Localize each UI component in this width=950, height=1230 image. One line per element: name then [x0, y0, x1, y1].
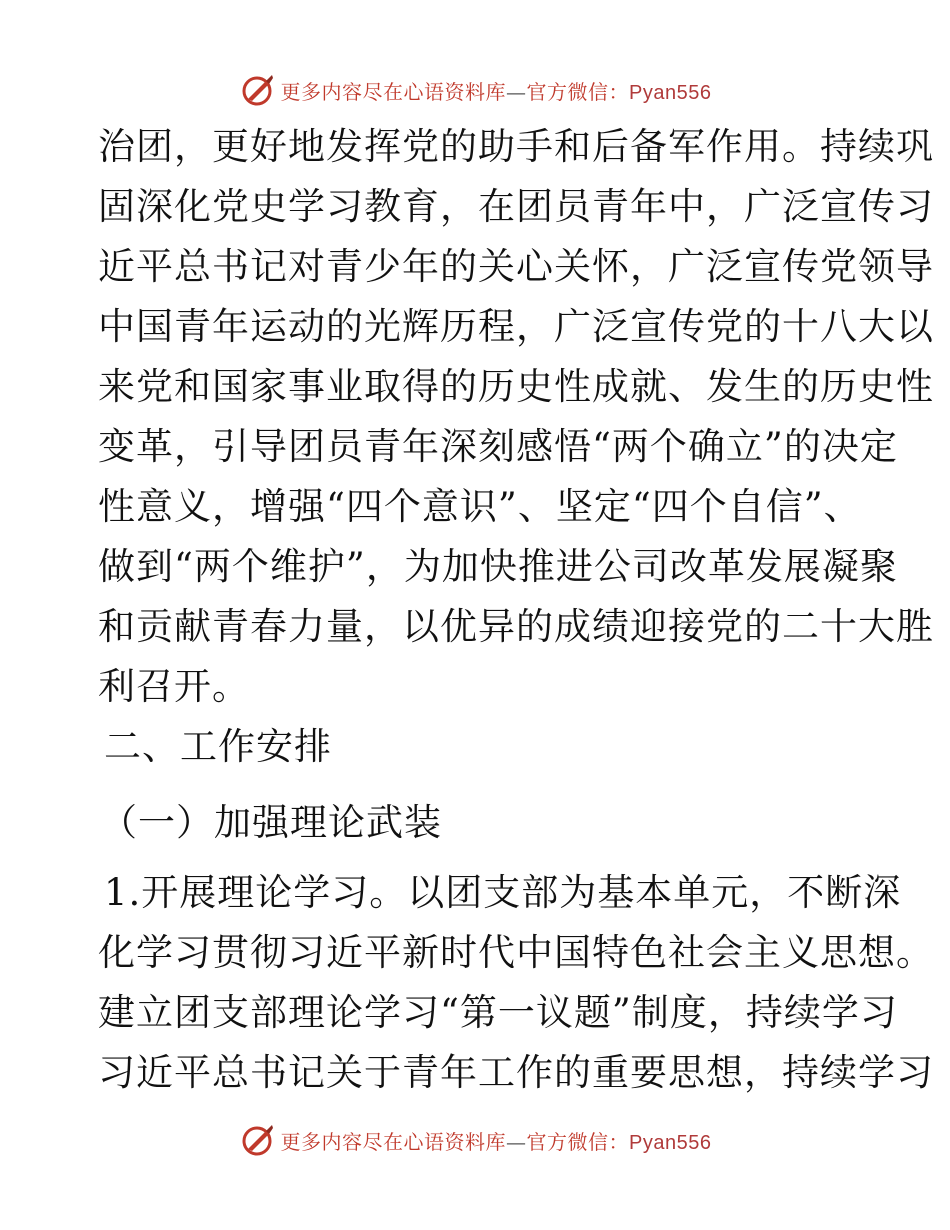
header-contact-id: Pyan556	[629, 81, 712, 104]
paragraph1-line: 中国青年运动的光辉历程，广泛宣传党的十八大以	[98, 305, 934, 348]
paragraph2-line: 习近平总书记关于青年工作的重要思想，持续学习	[98, 1051, 934, 1094]
paragraph1-line: 利召开。	[98, 665, 250, 708]
subsection-heading: （一）加强理论武装	[100, 801, 442, 844]
paragraph1-line: 变革，引导团员青年深刻感悟“两个确立”的决定	[98, 425, 898, 468]
header-watermark-text: 更多内容尽在心语资料库—官方微信：Pyan556	[280, 79, 712, 104]
paragraph1-line: 近平总书记对青少年的关心关怀，广泛宣传党领导	[98, 245, 934, 288]
footer-contact-id: Pyan556	[629, 1131, 712, 1154]
paragraph1-line: 来党和国家事业取得的历史性成就、发生的历史性	[98, 365, 934, 408]
paragraph1-line: 治团，更好地发挥党的助手和后备军作用。持续巩	[98, 125, 934, 168]
paragraph1-line: 性意义，增强“四个意识”、坚定“四个自信”、	[98, 485, 862, 528]
section-heading: 二、工作安排	[104, 725, 332, 768]
footer-watermark-banner	[0, 1120, 950, 1160]
quill-logo-icon	[239, 1122, 275, 1158]
paragraph1-line: 做到“两个维护”，为加快推进公司改革发展凝聚	[98, 545, 898, 588]
paragraph1-line: 固深化党史学习教育，在团员青年中，广泛宣传习	[98, 185, 934, 228]
paragraph2-line: 1.开展理论学习。以团支部为基本单元，不断深	[104, 871, 902, 914]
quill-logo-icon	[239, 72, 275, 108]
footer-watermark-text: 更多内容尽在心语资料库—官方微信：Pyan556	[280, 1129, 712, 1154]
paragraph1-line: 和贡献青春力量，以优异的成绩迎接党的二十大胜	[98, 605, 934, 648]
paragraph2-line: 建立团支部理论学习“第一议题”制度，持续学习	[98, 991, 898, 1034]
header-watermark-banner	[0, 70, 950, 110]
paragraph2-line: 化学习贯彻习近平新时代中国特色社会主义思想。	[98, 931, 934, 974]
